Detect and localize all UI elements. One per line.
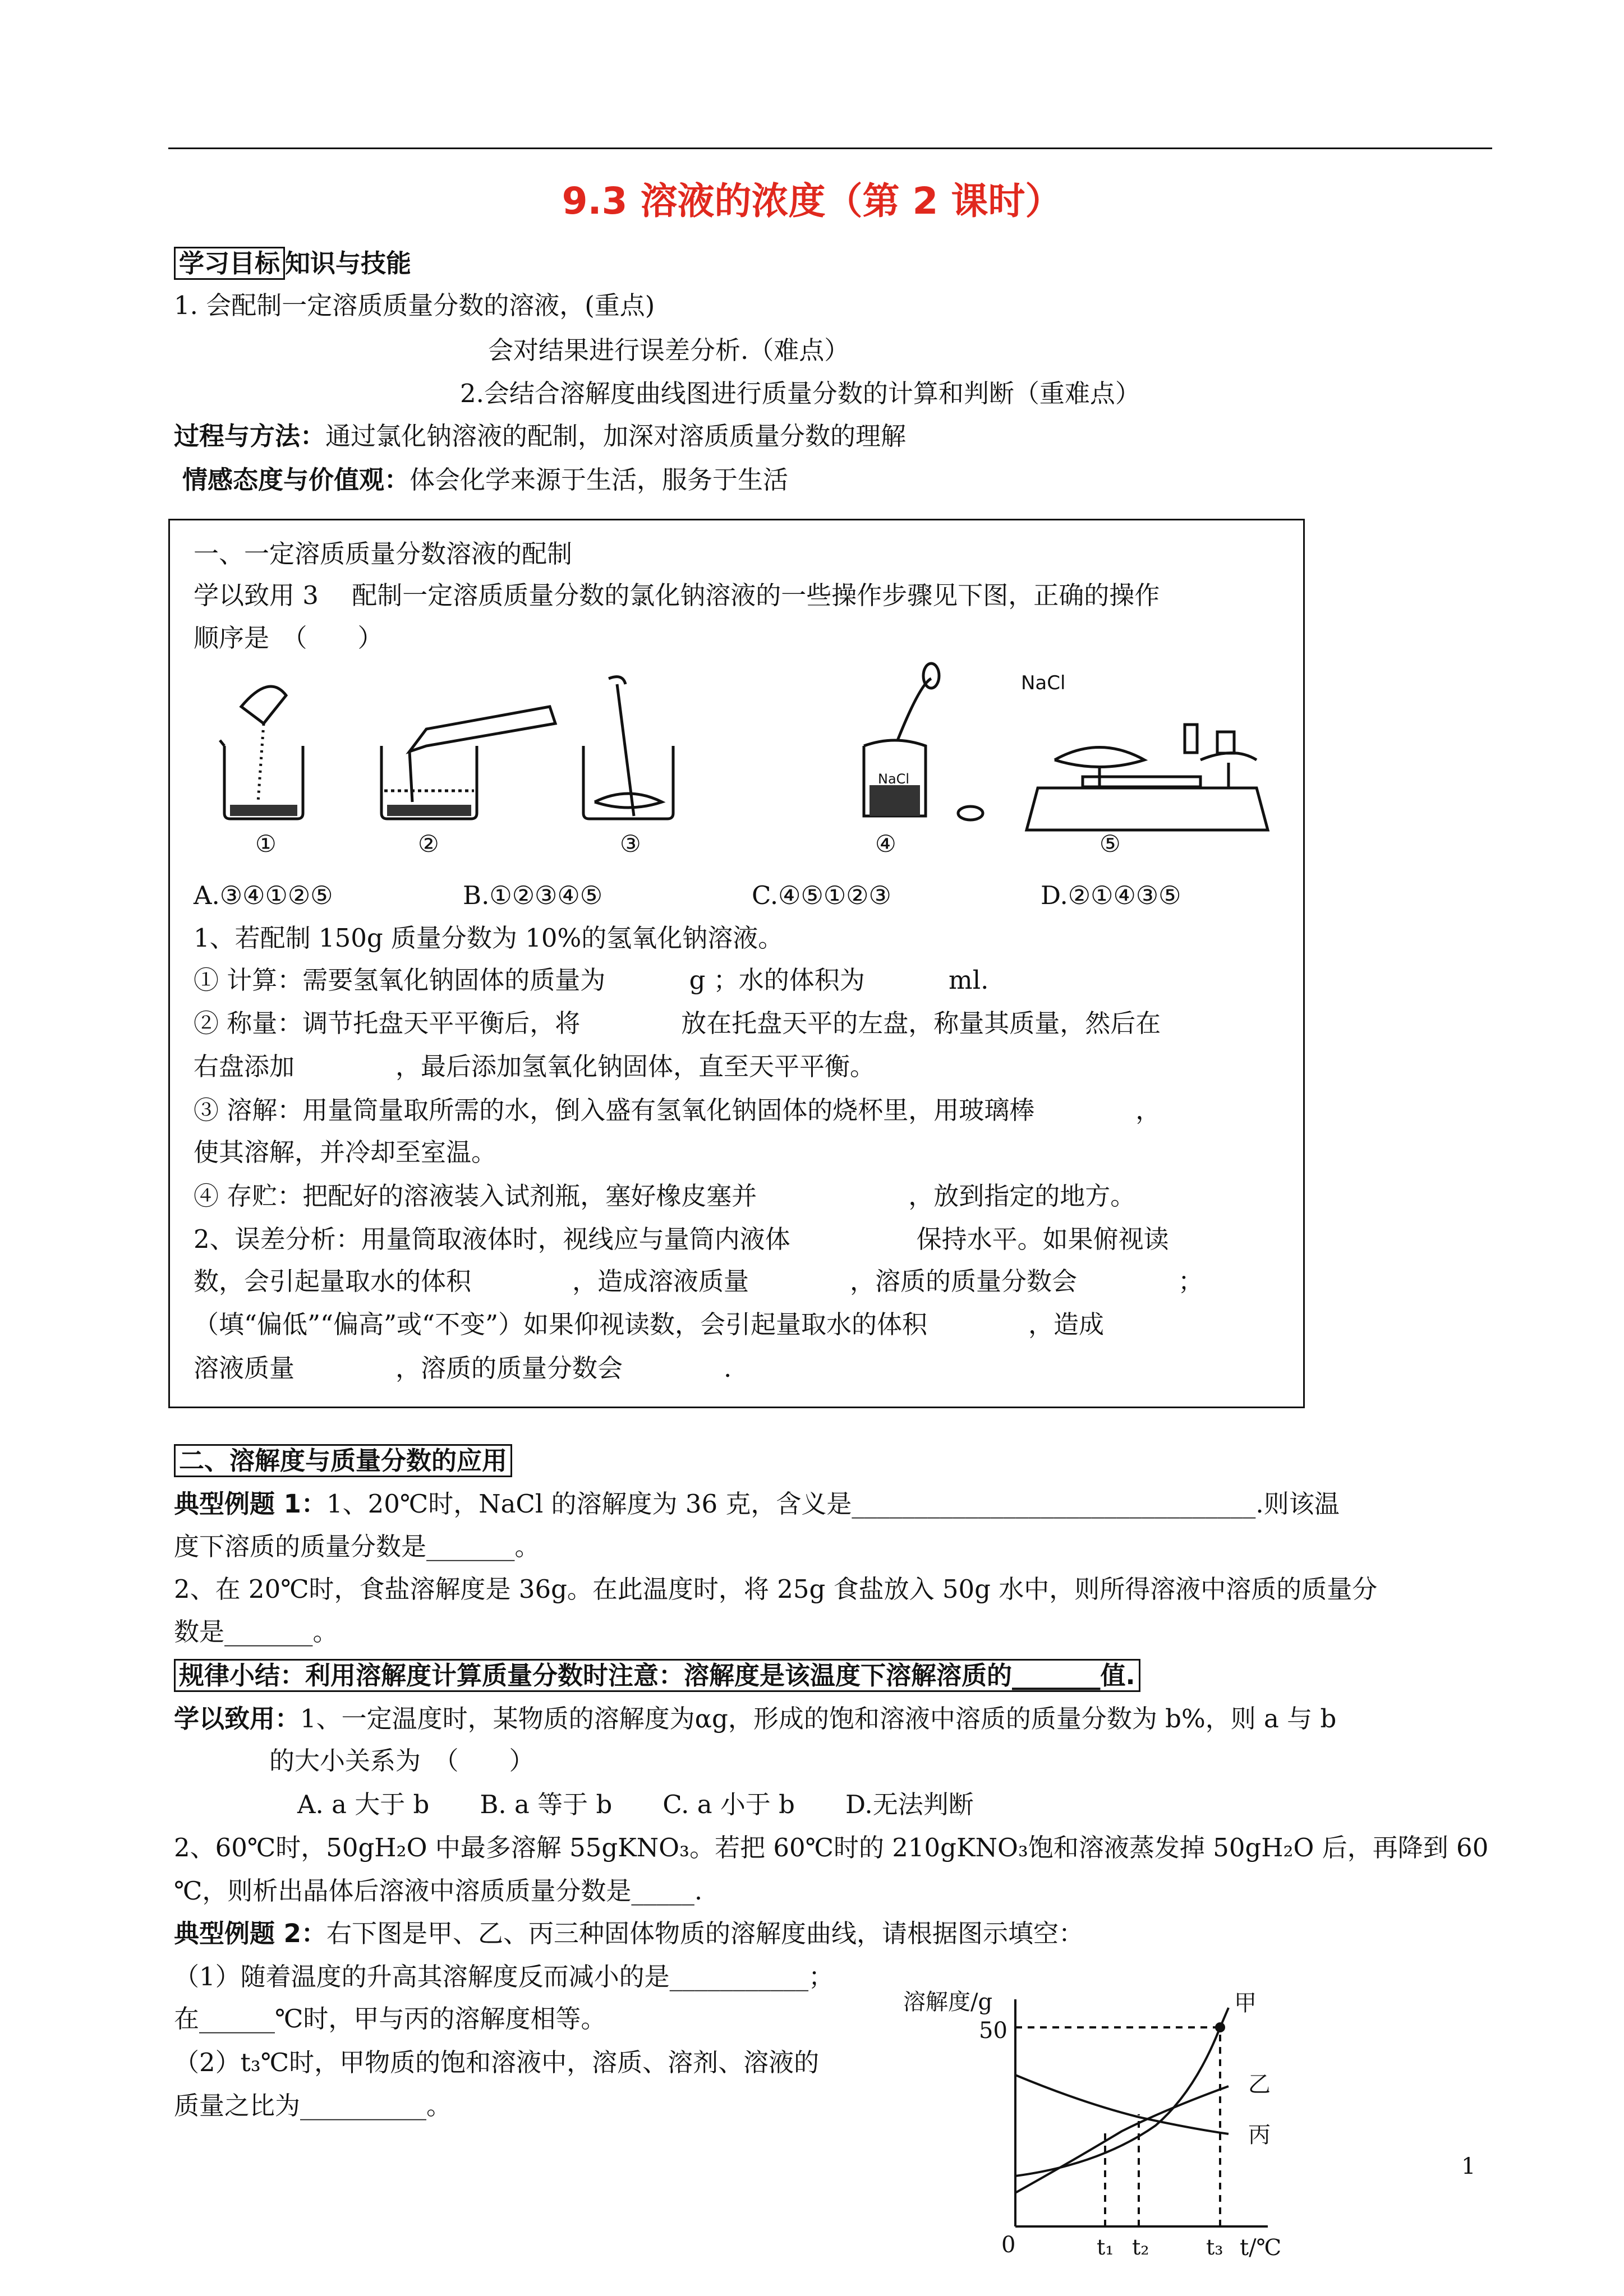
section1-heading: 一、一定溶质质量分数溶液的配制 — [194, 539, 573, 569]
s1-line-8: 数，会引起量取水的体积 ，造成溶液质量 ，溶质的质量分数会 ； — [194, 1266, 1204, 1296]
page-number: 1 — [1461, 2154, 1476, 2179]
section2-heading-row — [174, 1444, 512, 1478]
s1-line-0: 1、若配制 150g 质量分数为 10%的氢氧化钠溶液。 — [194, 923, 784, 953]
s1-line-1: ① 计算：需要氢氧化钠固体的质量为 g ；水的体积为 ml. — [194, 965, 989, 995]
nacl-label-jar: NaCl — [878, 771, 910, 787]
fig-label-3: ③ — [620, 830, 641, 857]
objectives-label: 学习目标 — [174, 247, 285, 280]
series-jia-curve — [1015, 2008, 1229, 2176]
objectives-heading-row — [174, 247, 411, 280]
attitude-row — [182, 463, 788, 497]
ex2-q2a: （2）t₃℃时，甲物质的饱和溶液中，溶质、溶剂、溶液的 — [174, 2048, 820, 2077]
ex1-line-4: 数是_______。 — [174, 1617, 338, 1647]
objective-1: 1. 会配制一定溶质质量分数的溶液，(重点) — [174, 291, 655, 320]
apparatus-figures — [191, 662, 1290, 869]
s1-line-4: ③ 溶解：用量筒量取所需的水，倒入盛有氢氧化钠固体的烧杯里，用玻璃棒 ， — [194, 1095, 1161, 1125]
ex2-text: 右下图是甲、乙、丙三种固体物质的溶解度曲线，请根据图示填空： — [326, 1919, 1084, 1948]
option-d: D.②①④③⑤ — [1041, 880, 1181, 910]
ex2-q1b: 在______℃时，甲与丙的溶解度相等。 — [174, 2004, 606, 2034]
option-c: C.④⑤①②③ — [752, 880, 891, 910]
apply-line-2: 的大小关系为 （ ） — [269, 1746, 535, 1776]
series-bing-curve — [1015, 2075, 1229, 2134]
chart-y-tick-50: 50 — [979, 2018, 1007, 2044]
apply-text: 1、一定温度时，某物质的溶解度为αg，形成的饱和溶液中溶质的质量分数为 b%，则 a 与 b — [300, 1704, 1337, 1733]
chart-x-tick-t2: t₂ — [1132, 2235, 1149, 2260]
chart-x-tick-t3: t₃ — [1206, 2235, 1223, 2260]
series-label-yi: 乙 — [1248, 2072, 1271, 2097]
s1-line-10: 溶液质量 ，溶质的质量分数会 . — [194, 1353, 732, 1383]
process-text: 通过氯化钠溶液的配制，加深对溶质质量分数的理解 — [325, 421, 907, 451]
apply-line-3: 2、60℃时，50gH₂O 中最多溶解 55gKNO₃。若把 60℃时的 210gKNO₃饱和溶液蒸发掉 50gH₂O 后，再降到 60 — [174, 1833, 1489, 1862]
s1-line-5: 使其溶解，并冷却至室温。 — [194, 1137, 497, 1167]
s1-line-6: ④ 存贮：把配好的溶液装入试剂瓶，塞好橡皮塞并 ，放到指定的地方。 — [194, 1181, 1136, 1211]
process-label: 过程与方法： — [174, 421, 326, 451]
ex2-q2b: 质量之比为__________。 — [174, 2091, 452, 2120]
option-a: A.③④①②⑤ — [194, 880, 333, 910]
series-label-bing: 丙 — [1248, 2122, 1271, 2148]
header-rule — [168, 147, 1492, 149]
fig-label-4: ④ — [875, 830, 896, 857]
s1-line-3: 右盘添加 ，最后添加氢氧化钠固体，直至天平平衡。 — [194, 1052, 876, 1081]
objectives-heading: 知识与技能 — [285, 248, 412, 278]
ex1-label: 典型例题 1： — [174, 1489, 326, 1519]
series-label-jia: 甲 — [1234, 1990, 1257, 2016]
apply-options: A. a 大于 b B. a 等于 b C. a 小于 b D.无法判断 — [297, 1790, 974, 1819]
section2-heading: 二、溶解度与质量分数的应用 — [174, 1444, 512, 1477]
objective-2: 2.会结合溶解度曲线图进行质量分数的计算和判断（重难点） — [460, 379, 1140, 408]
option-b: B.①②③④⑤ — [463, 880, 603, 910]
ex1-line-3: 2、在 20℃时，食盐溶解度是 36g。在此温度时，将 25g 食盐放入 50g 水中，则所得溶液中溶质的质量分 — [174, 1574, 1378, 1604]
ex1-line-1 — [174, 1487, 1340, 1521]
ex2-line — [174, 1917, 1084, 1951]
point-t3-50 — [1215, 2022, 1225, 2032]
section1-question: 学以致用 3 配制一定溶质质量分数的氯化钠溶液的一些操作步骤见下图，正确的操作 — [194, 580, 1160, 610]
attitude-text: 体会化学来源于生活，服务于生活 — [410, 465, 789, 495]
fig-label-1: ① — [255, 830, 277, 857]
fig-label-2: ② — [418, 830, 439, 857]
apply-label: 学以致用： — [174, 1704, 301, 1733]
chart-ylabel: 溶解度/g — [903, 1989, 993, 2015]
page-title: 9.3 溶液的浓度（第 2 课时） — [562, 179, 1062, 223]
attitude-label: 情感态度与价值观： — [182, 465, 410, 495]
s1-line-9: （填“偏低”“偏高”或“不变”）如果仰视读数，会引起量取水的体积 ，造成 — [194, 1310, 1105, 1339]
ex1-text: 1、20℃时，NaCl 的溶解度为 36 克，含义是________________________________.则该温 — [326, 1489, 1340, 1519]
chart-x-tick-t1: t₁ — [1097, 2235, 1114, 2260]
chart-xlabel: t/℃ — [1240, 2235, 1282, 2261]
process-row — [174, 419, 906, 453]
apply-line-1 — [174, 1702, 1336, 1736]
rule-summary: 规律小结：利用溶解度计算质量分数时注意：溶解度是该温度下溶解溶质的_______值. — [174, 1659, 1140, 1692]
section1-question-2: 顺序是 （ ） — [194, 623, 383, 653]
fig-label-5: ⑤ — [1099, 830, 1121, 857]
ex2-label: 典型例题 2： — [174, 1919, 326, 1948]
chart-origin: 0 — [1001, 2232, 1016, 2258]
s1-line-2: ② 称量：调节托盘天平平衡后，将 放在托盘天平的左盘，称量其质量，然后在 — [194, 1008, 1161, 1038]
series-yi-curve — [1015, 2086, 1229, 2193]
ex1-line-2: 度下溶质的质量分数是_______。 — [174, 1532, 540, 1561]
apply-line-4: ℃，则析出晶体后溶液中溶质质量分数是_____. — [174, 1876, 703, 1906]
s1-line-7: 2、误差分析：用量筒取液体时，视线应与量筒内液体 保持水平。如果俯视读 — [194, 1224, 1169, 1254]
rule-row — [174, 1659, 1140, 1693]
nacl-label-balance: NaCl — [1021, 672, 1066, 694]
objective-1b: 会对结果进行误差分析.（难点） — [488, 335, 850, 365]
ex2-q1a: （1）随着温度的升高其溶解度反而减小的是___________； — [174, 1962, 834, 1991]
